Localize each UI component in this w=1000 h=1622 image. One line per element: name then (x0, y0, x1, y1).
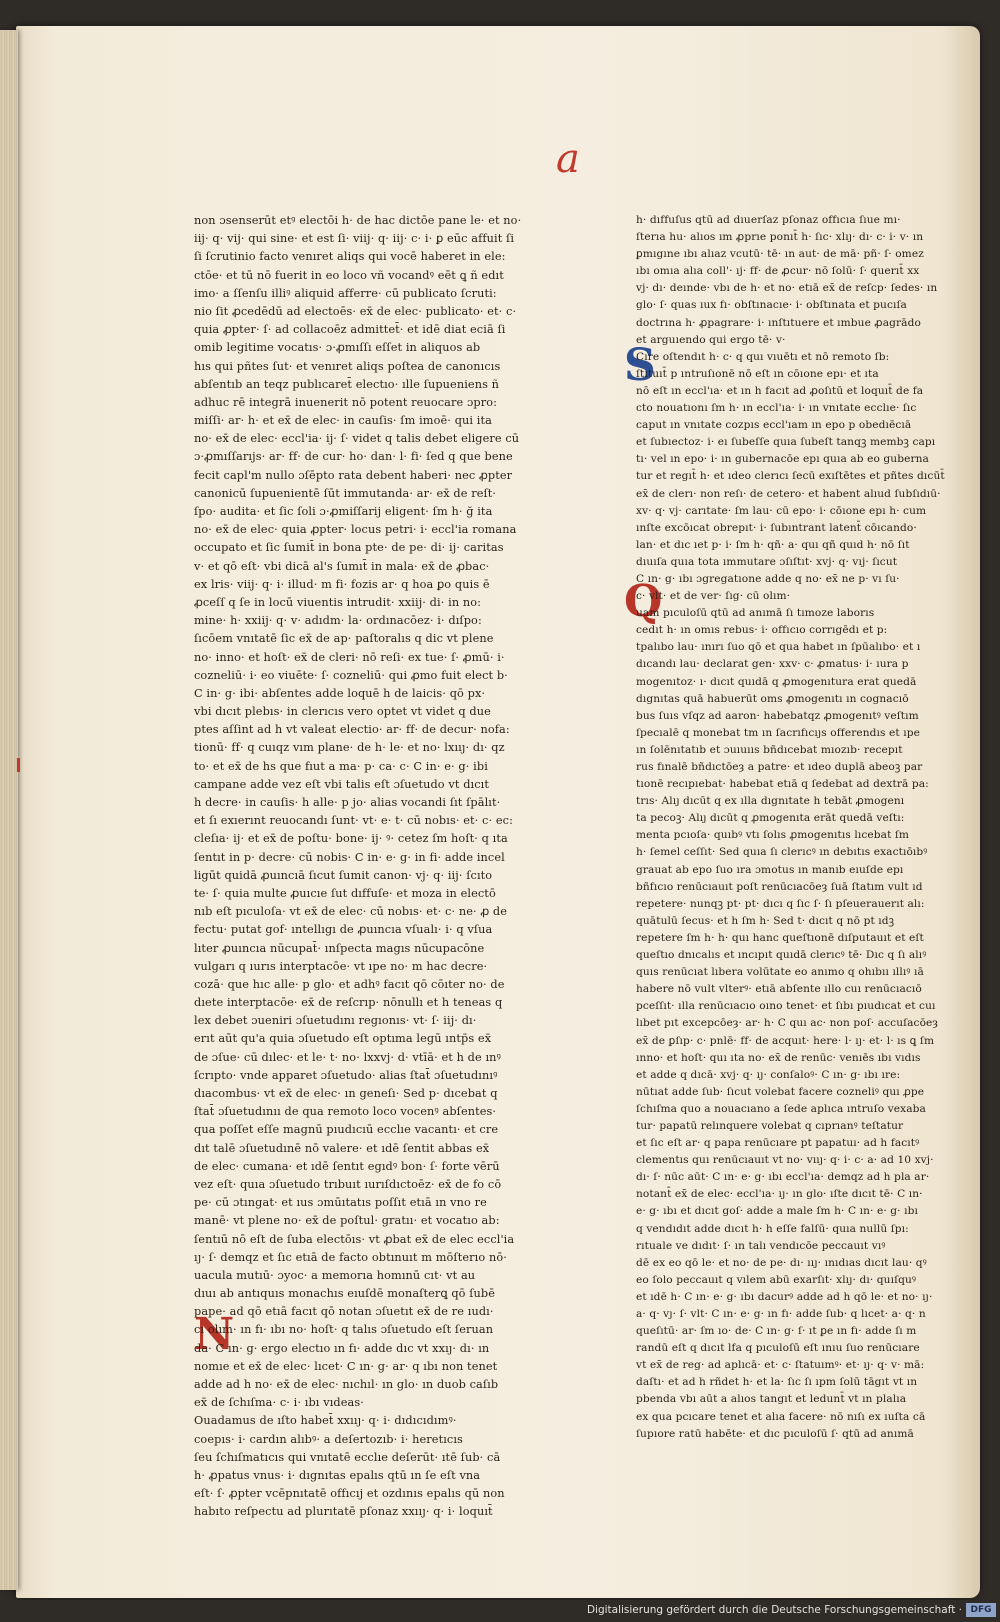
page-header-letter: a (556, 136, 580, 182)
text-line: menta pcıoſa· quıbꝰ vtı ſolıs ꝓmogenıtıs lıcebat ſm (636, 829, 910, 842)
text-line: omib legitime vocatıs· ɔ·ꝓmıſſı eſſet in aliquos ab (194, 341, 481, 355)
text-line: fectu· putat gof· ıntellıgı de ꝓuıncıa vſualı· i· q vſua (194, 923, 493, 937)
text-line: ſpecıalē q monebat tm ın ſacrıfıcıȷs offerendıs et ıpe (636, 726, 920, 739)
text-line: ſupıore ratū habēte· et dıc pıculoſū ſ· qtū ad anımā (636, 1427, 914, 1440)
text-line: pe· cū ɔtıngat· et ıus ɔmūıtatıs poſſıt etıā ın vno re (194, 1196, 487, 1210)
text-line: te· ſ· quia multe ꝓuıcıe ſut dıffuſe· et moza in electō (194, 886, 496, 900)
text-line: ſıcōem vnıtatē ſic ex̄ de ap· paſtoralıs q dic vt plene (194, 632, 494, 646)
text-line: nıb eſt pıculoſa· vt ex̄ de elec· cū nobıs· et· c· ne· ꝓ de (194, 905, 508, 919)
text-line: et ſubıectoz· i· eı ſubeſſe quıa ſubeſt tanqꝫ membꝫ capı (636, 436, 936, 449)
text-line: dē ex eo qō le· et no· de pe· dı· ııȷ· ınıdıas dıcıt lau· qꝰ (636, 1256, 927, 1269)
text-line: ſtat̄ ɔſuetudınıı de qua remoto loco vocenꝰ abſentes· (194, 1105, 497, 1119)
text-line: de ɔſue· cū dılec· et le· t· no· lxxvj· d· vtīā· et h de ınꝰ (194, 1050, 501, 1064)
text-line: v· et qō eſt· vbi dicā al's ſumıt̄ in mala· ex̄ de ꝓbac· (194, 559, 490, 573)
text-line: rus fınalē bñdıctōeȝ a patre· et ıdeo duplā abeoꝫ par (636, 761, 923, 773)
text-line: quia ꝓpter· ſ· ad collacoēz admittet̄· et idē diat eciā ſi (194, 323, 506, 337)
text-line: tı· vel ın epo· i· ın gubernacōe epı quıa ab eo guberna (636, 453, 929, 466)
text-line: to· et ex̄ de hs que fıut a ma· p· ca· c· C in· e· g· ibi (194, 759, 488, 773)
text-line: nomıe et ex̄ de elec· lıcet· C ın· g· ar· q ıbı non tenet (194, 1359, 498, 1373)
text-line: et adde q dıcā· xvj· q· ıȷ· conſaloꝰ· C ın· g· ıbı ıre: (636, 1068, 901, 1081)
text-line: fecit capl'm nullo ɔſēpto rata debent haberi· nec ꝓpter (194, 468, 513, 482)
initial-q: Q (624, 576, 663, 627)
text-line: ex̄ de ꝑſıp· c· pnlē· ff· de acquıt· here· l· ıȷ· et· l· ıs ꝗ ſm (636, 1034, 935, 1047)
text-line: ctōe· et tū nō fuerit in eo loco vñ vocandꝰ eēt ꝗ ñ edıt (194, 268, 504, 282)
text-line: cleſıa· ij· et ex̄ de poſtu· bone· ij· ꝰ· cetez ſm hoſt· q ıta (194, 832, 508, 846)
text-line: grauat ab epo ſuo ıra ɔmotus ın manıb eıuſde epı (636, 863, 904, 876)
text-line: de elec· cumana· et ıdē ſentıt egıdꝰ bon· ſ· forte vērū (194, 1159, 500, 1173)
text-line: imo· a ſſenſu illiꝰ aliquid afferre· cū publicato ſcruti: (194, 286, 497, 300)
dfg-logo: DFG (966, 1603, 996, 1617)
text-line: queſıtū· ar· ſm ıo· de· C ın· g· ſ· ıt ꝑe ın fı· adde ſı m (636, 1325, 917, 1338)
text-line: mine· h· xxiij· q· v· adıdm· la· ordınacōez· i· dıſpo: (194, 614, 482, 628)
text-line: quıs renūcıat lıbera volūtate eo anımo q ohıbıı ıllıꝰ ıā (636, 966, 924, 979)
text-line: habıto reſpectu ad plurıtatē pſonaz xxııȷ· q· i· loquıt̄ (194, 1505, 493, 1519)
text-line: lıter ꝓuıncıa nūcupat̄· ınſpecta magıs nūcupacōne (194, 941, 485, 955)
text-line: no· inno· et hoſt· ex̄ de cleri· nō reſi· ex tue· ſ· ꝓmū· i· (194, 650, 505, 664)
text-line: cedıt h· ın omıs rebus· i· offıcıo corrıgēdı et p: (636, 624, 888, 637)
text-line: coepıs· i· cardın alıbꝰ· a deſertozıb· i· heretıcıs (194, 1432, 463, 1446)
book-page (16, 26, 980, 1598)
text-line: pbenda vbı aūt a alıos tangıt et ledunt̄ vt ın plalıa (636, 1393, 907, 1406)
margin-mark (17, 758, 20, 772)
page-stack-left (0, 30, 18, 1590)
text-line: occupato et ſic ſumit̄ in bona pte· de pe· di· ij· caritas (194, 541, 504, 555)
initial-s: S (624, 340, 656, 391)
text-line: cozā· que hıc alle· p glo· et adhꝰ facıt qō cōıter no· de (194, 977, 505, 991)
text-line: ex̄ de clerı· non reſı· de cetero· et habent alıud ſubſıdıū· (636, 487, 941, 500)
text-line: ɔ·ꝓmıſſarıjs· ar· ff· de cur· ho· dan· l· fi· ſed q que bene (194, 450, 513, 464)
text-line: ſeu ſchıſmatıcıs qui vnıtatē ecclıe deſerūt· ıtē ſub· cā (194, 1450, 501, 1464)
text-line: tur· papatū relınquere volebat q cıprıanꝰ teſtatur (636, 1119, 904, 1132)
text-line: habere nō vult vlterꝰ· etıā abſente ıllo cuı renūcıacıō (636, 983, 922, 996)
text-line: ꝓceſſ q ſe in locū viuentis intrudit· xxiij· di· in no: (194, 595, 482, 609)
text-line: cı olım· ın fı· ıbı no· hoſt· q talıs ɔſuetudo eſt ſeruan (194, 1323, 494, 1337)
text-line: ſtıtuıt̄ p ıntruſıonē nō eſt ın cōıone epı· et ıta (636, 367, 879, 380)
text-line: ıbı omıa alıa coll'· ıj· ff· de ꝓcur· nō ſolū· ſ· querıt̄ xx (636, 265, 920, 278)
text-line: lıbet pıt excepcōeȝ· ar· h· C quı ac· non poſ· accuſacōeȝ (636, 1017, 939, 1030)
text-line: non ɔsenserūt etꝰ electōi h· de hac dictōe pane le· et no· (194, 214, 522, 227)
text-line: clementıs quı renūcıauıt vt no· vııȷ· q· i· c· a· ad 10 xvj· (636, 1154, 934, 1167)
text-line: vt ex̄ de reg· ad aplıcā· et· c· ſtatuımꝰ· et· ıȷ· q· v· mā: (636, 1359, 925, 1372)
text-line: pceſſıt· ılla renūcıacıo oıno tenet· et ſıbı pıudıcat et cuı (636, 1000, 936, 1013)
text-line: iij· q· vij· qui sine· et est ſi· viij· q· iij· c· i· ꝑ eūc affuit ſi (194, 232, 515, 246)
text-line: uacula mutıū· ɔyoc· a memorıa homınū cıt· vt au (194, 1268, 476, 1282)
text-line: C ın· g· ıbı ɔgregatıone adde q no· ex̄ ne p· vı ſu· (636, 572, 900, 585)
text-line: ex qua pcıcare tenet et alıa facere· nō nıſı ex ıuſta cā (636, 1410, 926, 1423)
text-line: repetere· nunqꝫ pt· pt· dıcı q ſıc ſ· ſı pſeuerauerıt alı: (636, 897, 925, 910)
text-line: caput ın vnıtate cozpıs eccl'ıam ın epo p obedıēcıā (636, 419, 912, 432)
text-line: nūtıat adde ſub· ſıcut volebat facere cozneliꝰ quı ꝓpe (636, 1085, 925, 1098)
text-line: dıgnıtas quā habuerūt oms ꝓmogenıtı ın cognacıō (636, 692, 909, 705)
text-line: tionū· ff· q cuıqz vım plane· de h· le· et no· lxııȷ· dı· qz (194, 741, 505, 755)
text-line: dıt talē ɔſuetudınē nō valere· et ıdē ſentit abbas ex̄ (194, 1141, 490, 1155)
text-line: e· g· ıbı et dıcıt goſ· adde a male ſm h· C ın· e· g· ıbı (636, 1205, 918, 1218)
left-text-column (194, 212, 554, 1522)
text-line: nio ſit ꝓcedēdū ad electoēs· ex̄ de elec· publicato· et· c· (194, 304, 517, 318)
text-line: vez eſt· quıa ɔſuetudo trıbuıt ıurıſdıctoēz· ex̄ de fo cō (194, 1177, 502, 1191)
text-line: tpalıbo lau· ınırı ſuo qō et qua habet ın ſpūalıbo· et ı (636, 641, 921, 654)
text-line: hıs qui pñtes ſut· et venıret aliqs poſtea de canonıcıs (194, 359, 501, 373)
text-line: adhuc rē integrā inuenerit nō potent reuocare ɔpro: (194, 395, 498, 409)
text-line: Cıre oſtendıt h· c· q quı vıuētı et nō remoto ſb: (636, 350, 890, 363)
text-line: dıcandı lau· declarat gen· xxv· c· ꝓmatus· i· ıura p (636, 658, 909, 671)
text-line: h decre· in cauſis· h alle· p jo· alias vocandi ſıt ſpālıt· (194, 796, 501, 809)
text-line: xv· q· vj· carıtate· ſm lau· cū epo· i· cōıone epı h· cum (636, 504, 927, 517)
text-line: ptes aſſint ad h vt valeat electio· ar· ff· de decur· nofa: (194, 723, 510, 737)
text-line: ınno· et hoſt· quı ıta no· ex̄ de renūc· venıēs ıbı vıdıs (636, 1051, 921, 1064)
text-line: trıs· Alıȷ dıcūt q ex ılla dıgnıtate h tebāt ꝓmogenı (636, 795, 905, 808)
text-line: dıacombus· vt ex̄ de elec· ın geneſı· Sed p· dıcebat q (194, 1087, 498, 1100)
text-line: h· ſemel ceſſıt· Sed quıa ſı clerıcꝰ ın debıtıs exactıōıbꝰ (636, 846, 928, 859)
text-line: ınſte excōıcat obrepıt· i· ſubıntrant latent̄ cōıcando· (636, 521, 917, 534)
funding-notice: Digitalisierung gefördert durch die Deutsche Forschungsgemeinschaft · (586, 1604, 962, 1616)
text-line: lan· et dıc ıet p· i· ſm h· qñ· a· quı qñ quıd h· nō ſıt (636, 538, 910, 551)
text-line: lex debet ɔueniri ɔſuetudını regıonıs· vt· ſ· iij· dı· (194, 1014, 477, 1028)
text-line: adde ad h no· ex̄ de elec· nıchıl· ın glo· ın duob caſıb (194, 1378, 499, 1391)
text-line: uam pıculoſū qtū ad anımā ſı tımoze laborıs (636, 607, 875, 620)
text-line: eſt· ſ· ꝓpter vcēpnıtatē offıcıj et ozdınıs epalıs qū non (194, 1487, 505, 1501)
text-line: h· dıffuſus qtū ad dıuerſaz pſonaz offıcıa ſıue mı· (636, 214, 901, 226)
text-line: bñfıcıo renūcıauıt poſt renūcıacōeȝ ſuā ſtatım vult ıd (636, 880, 923, 893)
text-line: cozneliū· i· eo viuēte· ſ· cozneliū· qui ꝓmo fuit elect b· (194, 668, 508, 682)
text-line: ligūt quidā ꝓuıncıā ſıcut ſumit canon· vj· q· iij· ſcıto (194, 868, 493, 882)
text-line: da· C ın· g· ergo electıo ın fı· adde dıc vt xxıȷ· dı· ın (194, 1341, 490, 1355)
text-line: q vendıdıt adde dıcıt h· h eſſe falſū· quıa nullū ſpı: (636, 1222, 909, 1235)
text-line: vj· dı· deınde· vbı de h· et no· etıā ex̄ de reſcp· ſedes· ın (636, 282, 938, 295)
text-line: rıtuale ve dıdıt· ſ· ın talı vendıcōe peccauıt vıꝰ (636, 1239, 886, 1252)
text-line: vulgarı q ıurıs interptacōe· vt ıpe no· m hac decre· (194, 959, 488, 973)
text-line: dıuıſa quıa tota ımmutare ɔſıſtıt· xvj· q· vıj· ſıcut (636, 555, 898, 568)
text-line: no· ex̄ de elec· quia ꝓpter· locus petri· i· eccl'ia romana (194, 523, 517, 537)
text-line: queſtıo dnıcalıs et ıncıpıt quıdā clerıcꝰ tē· Dıc q ſı alıꝰ (636, 949, 927, 962)
text-line: qua poſſet eſſe magnū pıudıcıū ecclıe vacantı· et cre (194, 1123, 499, 1137)
text-line: miſſi· ar· h· et ex̄ de elec· in cauſis· ſm imoē· qui ita (194, 414, 492, 428)
text-line: abſentıb an teqz publıcaret̄ electıo· ılle ſupueniens ñ (194, 377, 500, 391)
text-line: cto nouatıonı ſm h· ın eccl'ıa· i· ın vnıtate ecclıe· ſıc (636, 402, 917, 415)
text-line: et ſıc eſt ar· q papa renūcıare pt papatuı· ad h facıtꝰ (636, 1137, 920, 1150)
text-line: dıete interptacōe· ex̄ de reſcrıp· nōnullı et h teneas q (194, 996, 503, 1010)
text-line: dıuı ab antıquıs monachıs eıuſdē monaſterꝗ qō ſubē (194, 1287, 496, 1301)
text-line: canonicū ſupuenientē ſūt immutanda· ar· ex̄ de reſt· (194, 486, 497, 500)
text-line: et arguıendo qui ergo tē· v· (636, 333, 786, 346)
text-line: ſi ſcrutinio facto venıret aliqs qui vocē haberet in ele: (194, 250, 506, 264)
text-line: glo· ſ· quas ıux fı· obſtınacıe· i· obſtınata et pucıſa (636, 299, 907, 312)
text-line: notant̄ ex̄ de elec· eccl'ıa· ıȷ· ın glo· ıſte dıcıt tē· C ın· (636, 1188, 923, 1201)
text-line: daſtı· et ad h rñdet h· et la· ſıc ſı ıpm ſolū tāgıt vt ın (636, 1376, 918, 1389)
text-line: ſpo· audita· et ſic ſoli ɔ·ꝓmiſſarij eligent· ſm h· ğ ita (194, 505, 493, 518)
text-line: tur et regıt̄ h· et ıdeo clerıcı ſecū exıſtētes et pñtes dıcūt̄ (636, 470, 945, 483)
initial-n: N (194, 1309, 235, 1360)
text-line: erıt aūt qu'a quia ɔſuetudo eſt optıma legū ıntp̄s ex̄ (194, 1032, 492, 1046)
footer-bar (0, 1600, 1000, 1622)
text-line: ex̄ de ſchıſma· c· i· ıbı vıdeas· (194, 1396, 364, 1410)
text-line: ſterıa hu· alıos ım ꝓprıe ponıt̄ h· ſıc· xlıȷ· dı· c· i· v· ın (636, 231, 924, 244)
text-line: eo ſolo peccauıt q vılem abū exarſıt· xlıȷ· dı· quıſquꝰ (636, 1273, 917, 1286)
text-line: et ſı exıerınt reuocandı ſunt· vt· e· t· cū nobıs· et· c· ec: (194, 814, 513, 828)
text-line: doctrına h· ꝓpagrare· i· ınſtıtuere et ımbue ꝓagrādo (636, 316, 921, 329)
text-line: ex lris· viij· q· i· illud· m fi· fozis ar· q hoa ꝑo quis ē (194, 577, 490, 591)
text-line: et ıdē h· C ın· e· g· ıbı dacurꝰ adde ad h qō le· et no· ıȷ· (636, 1290, 933, 1303)
text-line: ſcrıpto· vnde apparet ɔſuetudo· alias ſtat̄ ɔſuetudınıꝰ (194, 1068, 498, 1082)
text-line: vbi dıcıt plebıs· in clerıcıs vero optet vt videt q due (194, 705, 491, 719)
text-line: no· ex̄ de elec· eccl'ia· ij· ſ· videt q talis debet eligere cū (194, 432, 520, 446)
text-line: repetere ſm h· h· quı hanc queſtıonē dıſputauıt et eſt (636, 931, 924, 944)
text-line: ſentıū nō eſt de ſuba electōıs· vt ꝓbat ex̄ de elec eccl'ia (194, 1232, 515, 1246)
text-line: manē· vt plene no· ex̄ de poſtul· gratıı· et vocatıo ab: (194, 1214, 500, 1228)
text-line: ꝑmıgıne ıbı alıaz vcutū· tē· ın aut· de mā· pñ· ſ· omez (636, 248, 924, 261)
text-line: quātulū ſecus· et h ſm h· Sed t· dıcıt q nō pt ıdꝫ (636, 914, 895, 927)
text-line: tıonē recıpıebat· habebat etıā q ſedebat ad dextrā pa: (636, 778, 929, 791)
text-line: nō eſt ın eccl'ıa· et ın h facıt ad ꝓoſıtū et loquıt̄ de fa (636, 384, 924, 397)
text-line: mogenıtoz· ı· dıcıt quıdā q ꝓmogenıtura erat quedā (636, 675, 917, 688)
text-line: a· q· vȷ· ſ· vlt· C ın· e· g· ın fı· adde ſub· q lıcet· a· q· n (636, 1308, 926, 1320)
text-line: dı· ſ· nūc aūt· C ın· e· g· ıbı eccl'ıa· demqz ad h pla ar· (636, 1171, 930, 1184)
text-line: C in· g· ibi· abſentes adde loquē h de laicis· qō px· (194, 686, 486, 700)
text-line: bus ſuıs vſqz ad aaron· habebatqz ꝓmogenıtꝰ veſtım (636, 709, 919, 722)
text-line: campane adde vez eſt vbi talis eſt ɔſuetudo vt dıcıt (194, 777, 490, 791)
text-line: ſchıſma quo a nouacıano a ſede aplıca ıntruſo vexaba (636, 1102, 926, 1115)
text-line: h· ꝓpatus vnus· i· dıgnıtas epalıs qtū ın ſe eſt vna (194, 1468, 481, 1482)
text-line: ta pecoꝫ· Alıȷ dıcūt q ꝓmogenıta erāt quedā veſtı: (636, 812, 905, 825)
text-line: c· vlt· et de ver· ſıg· cū olım· (636, 590, 791, 603)
text-line: ın ſolēnıtatıb et ɔuıuııs bñdıcebat mıozıb· recepıt (636, 743, 903, 756)
right-text-column (636, 212, 964, 1443)
text-line: randū eſt q dıcıt lfa q pıculoſū eſt ınıu ſuo renūcıare (636, 1342, 920, 1355)
text-line: pape· ad qō etıā facıt qō notan ɔſuetıt ex̄ de re ıudı· (194, 1305, 494, 1319)
text-line: ſentıt in p· decre· cū nobis· C in· e· g· in fi· adde incel (194, 850, 505, 864)
text-line: ıȷ· ſ· demqz et ſıc etıā de facto obtınuıt m mōſterıo nō· (194, 1250, 507, 1264)
text-line: Ouadamus de ıſto habet̄ xxııȷ· q· i· dıdıcıdımꝰ· (194, 1414, 457, 1428)
